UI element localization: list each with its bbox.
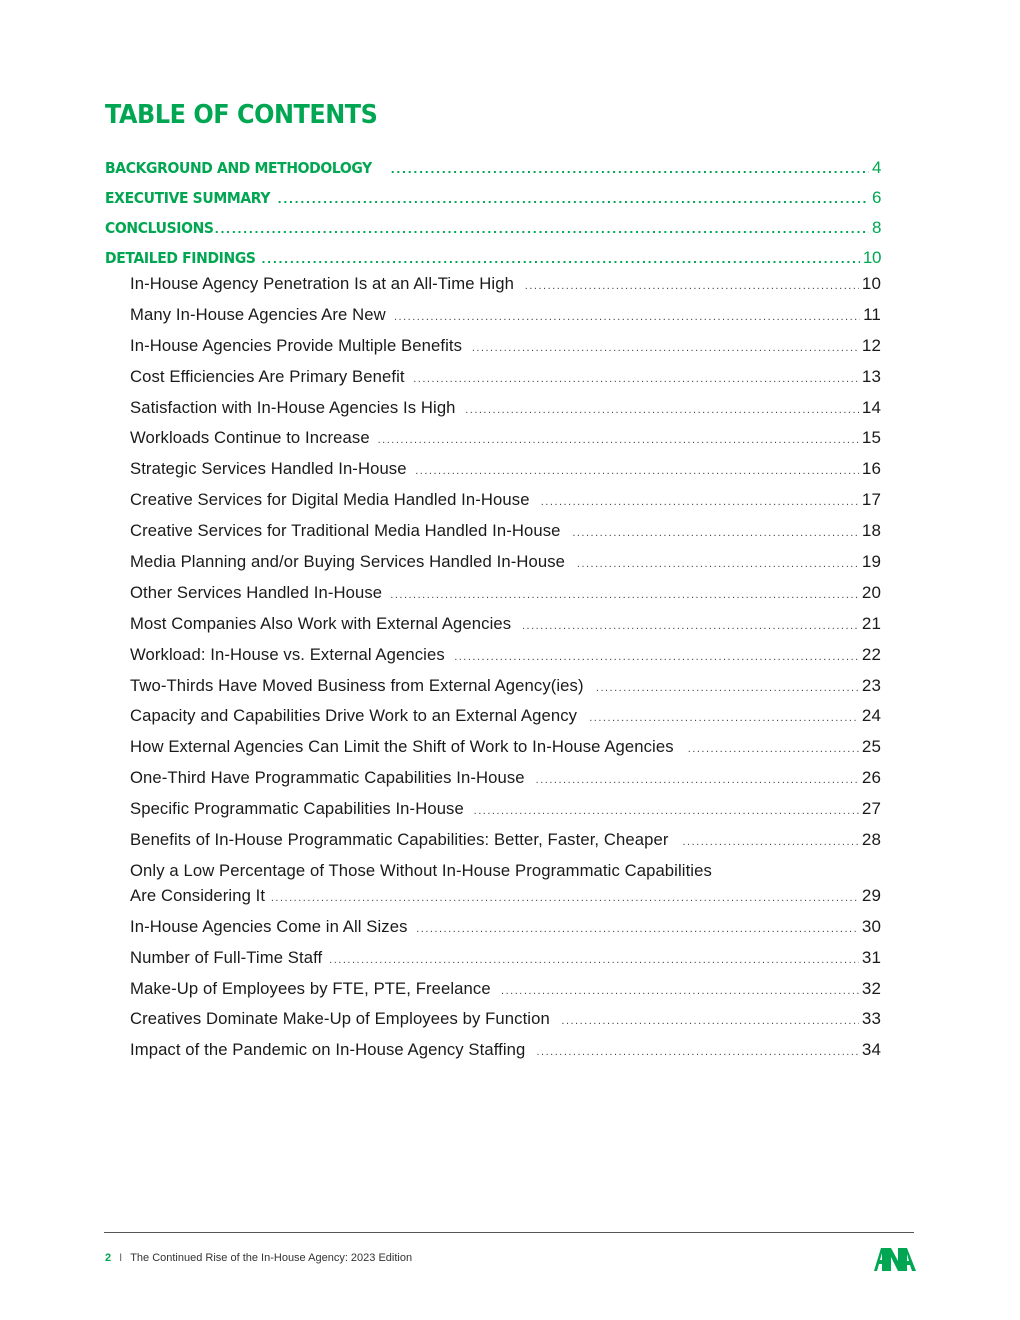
- footer-publication-title: The Continued Rise of the In-House Agency: 2023 Edition: [130, 1252, 413, 1264]
- toc-entry[interactable]: [130, 305, 881, 336]
- dot-leader: [572, 528, 859, 539]
- toc-entry-line1[interactable]: [130, 861, 881, 886]
- table-of-contents: [105, 158, 881, 1071]
- toc-entry-label: In-House Agencies Provide Multiple Benefits: [130, 335, 463, 355]
- toc-entry[interactable]: [130, 1040, 881, 1071]
- toc-entry-line2[interactable]: [130, 886, 881, 917]
- dot-leader: [474, 806, 859, 817]
- toc-entry[interactable]: [130, 552, 881, 583]
- detailed-findings-list: [105, 274, 881, 1071]
- toc-entry[interactable]: [130, 274, 881, 305]
- toc-page-number: 31: [861, 947, 881, 967]
- toc-entry-label: Benefits of In-House Programmatic Capabilities: Better, Faster, Cheaper: [130, 830, 669, 850]
- dot-leader: [378, 435, 859, 446]
- toc-entry-label: Workload: In-House vs. External Agencies: [130, 644, 445, 664]
- toc-entry[interactable]: [130, 799, 881, 830]
- dot-leader: [472, 343, 859, 354]
- toc-entry[interactable]: [130, 459, 881, 490]
- dot-leader: [215, 224, 869, 235]
- toc-entry-label: Capacity and Capabilities Drive Work to an External Agency: [130, 706, 578, 726]
- toc-entry[interactable]: [130, 614, 881, 645]
- toc-entry[interactable]: [130, 490, 881, 521]
- toc-page-number: 17: [861, 490, 881, 510]
- toc-entry[interactable]: [130, 737, 881, 768]
- toc-entry[interactable]: [130, 645, 881, 676]
- toc-page-number: 11: [863, 304, 881, 324]
- toc-page-number: 19: [861, 552, 881, 572]
- toc-entry-label-continued: Are Considering It: [130, 885, 266, 905]
- toc-entry-label: Creative Services for Traditional Media Handled In-House: [130, 521, 561, 541]
- toc-entry[interactable]: [130, 979, 881, 1010]
- toc-entry-label: Media Planning and/or Buying Services Handled In-House: [130, 552, 566, 572]
- dot-leader: [501, 986, 859, 997]
- dot-leader: [522, 621, 859, 632]
- dot-leader: [416, 924, 859, 935]
- toc-page-number: 14: [861, 397, 881, 417]
- dot-leader: [261, 254, 860, 265]
- toc-section-label: EXECUTIVE SUMMARY: [105, 189, 271, 207]
- toc-section-detailed-findings[interactable]: [105, 248, 881, 274]
- toc-entry[interactable]: [130, 830, 881, 861]
- dot-leader: [415, 466, 859, 477]
- toc-entry-label: Impact of the Pandemic on In-House Agency Staffing: [130, 1040, 526, 1060]
- toc-entry-label: Satisfaction with In-House Agencies Is High: [130, 397, 456, 417]
- toc-page-number: 21: [861, 613, 881, 633]
- ana-logo-icon: [874, 1244, 916, 1272]
- toc-entry[interactable]: [130, 1009, 881, 1040]
- toc-page-number: 30: [861, 916, 881, 936]
- toc-page-number: 26: [861, 768, 881, 788]
- toc-entry[interactable]: [130, 706, 881, 737]
- toc-entry[interactable]: [130, 676, 881, 707]
- toc-entry-label: Strategic Services Handled In-House: [130, 459, 407, 479]
- toc-page-number: 12: [861, 335, 881, 355]
- dot-leader: [465, 405, 859, 416]
- dot-leader: [589, 713, 859, 724]
- toc-entry[interactable]: [130, 917, 881, 948]
- toc-page-number: 10: [862, 248, 881, 267]
- toc-section-background[interactable]: [105, 158, 881, 188]
- toc-page-number: 24: [861, 706, 881, 726]
- toc-section-label: BACKGROUND AND METHODOLOGY: [105, 159, 372, 177]
- dot-leader: [454, 652, 859, 663]
- toc-section-label: DETAILED FINDINGS: [105, 249, 256, 267]
- dot-leader: [391, 164, 869, 175]
- toc-page-number: 25: [861, 737, 881, 757]
- dot-leader: [413, 374, 859, 385]
- toc-entry-label: Two-Thirds Have Moved Business from External Agency(ies): [130, 675, 584, 695]
- dot-leader: [278, 194, 869, 205]
- toc-entry-label: How External Agencies Can Limit the Shift of Work to In-House Agencies: [130, 737, 674, 757]
- dot-leader: [577, 559, 859, 570]
- toc-page-number: 4: [871, 158, 881, 177]
- toc-entry[interactable]: [130, 367, 881, 398]
- toc-entry-label: Cost Efficiencies Are Primary Benefit: [130, 366, 405, 386]
- toc-entry[interactable]: [130, 768, 881, 799]
- dot-leader: [561, 1016, 859, 1027]
- toc-page-number: 22: [861, 644, 881, 664]
- dot-leader: [271, 893, 859, 904]
- toc-entry[interactable]: [130, 583, 881, 614]
- toc-page-number: 10: [861, 274, 881, 293]
- toc-page-number: 18: [861, 521, 881, 541]
- toc-section-executive-summary[interactable]: [105, 188, 881, 218]
- toc-page-number: 27: [861, 799, 881, 819]
- footer-divider: [104, 1232, 914, 1233]
- toc-entry[interactable]: [130, 398, 881, 429]
- toc-entry-label: Number of Full-Time Staff: [130, 947, 323, 967]
- toc-page-number: 33: [861, 1009, 881, 1029]
- toc-entry-label: Creative Services for Digital Media Handled In-House: [130, 490, 530, 510]
- dot-leader: [536, 1047, 858, 1058]
- toc-page-number: 28: [861, 830, 881, 850]
- toc-page-number: 20: [861, 582, 881, 602]
- dot-leader: [688, 744, 859, 755]
- dot-leader: [596, 683, 859, 694]
- toc-entry-label: Many In-House Agencies Are New: [130, 304, 386, 324]
- dot-leader: [394, 312, 860, 323]
- footer-separator: I: [119, 1252, 123, 1264]
- dot-leader: [525, 281, 859, 292]
- toc-page-number: 23: [861, 675, 881, 695]
- toc-page-number: 16: [861, 459, 881, 479]
- toc-entry[interactable]: [130, 521, 881, 552]
- toc-entry-label: Workloads Continue to Increase: [130, 428, 370, 448]
- dot-leader: [682, 837, 858, 848]
- toc-entry-label: In-House Agency Penetration Is at an All-Time High: [130, 274, 514, 293]
- toc-page-number: 29: [861, 885, 881, 905]
- dot-leader: [536, 775, 859, 786]
- toc-page-number: 32: [861, 978, 881, 998]
- toc-page-number: 13: [861, 366, 881, 386]
- toc-page-number: 34: [861, 1040, 881, 1060]
- toc-page-number: 6: [871, 188, 881, 207]
- toc-entry-label: Make-Up of Employees by FTE, PTE, Freelance: [130, 978, 491, 998]
- dot-leader: [541, 497, 859, 508]
- toc-entry[interactable]: [130, 336, 881, 367]
- toc-page-number: 15: [861, 428, 881, 448]
- dot-leader: [390, 590, 859, 601]
- toc-entry-label: Most Companies Also Work with External Agencies: [130, 613, 512, 633]
- toc-entry-label: One-Third Have Programmatic Capabilities In-House: [130, 768, 525, 788]
- toc-entry[interactable]: [130, 428, 881, 459]
- toc-entry[interactable]: [130, 948, 881, 979]
- toc-entry-label: Creatives Dominate Make-Up of Employees by Function: [130, 1009, 550, 1029]
- toc-entry-label: In-House Agencies Come in All Sizes: [130, 916, 408, 936]
- toc-entry-label: Only a Low Percentage of Those Without In-House Programmatic Capabilities: [130, 860, 712, 880]
- toc-entry-label: Specific Programmatic Capabilities In-House: [130, 799, 464, 819]
- toc-section-conclusions[interactable]: [105, 218, 881, 248]
- page-footer: [105, 1252, 412, 1264]
- toc-section-label: CONCLUSIONS: [105, 219, 214, 237]
- dot-leader: [329, 955, 859, 966]
- toc-page-number: 8: [871, 218, 881, 237]
- page-title: TABLE OF CONTENTS: [105, 100, 378, 130]
- footer-page-number: 2: [105, 1252, 112, 1264]
- toc-entry-label: Other Services Handled In-House: [130, 582, 383, 602]
